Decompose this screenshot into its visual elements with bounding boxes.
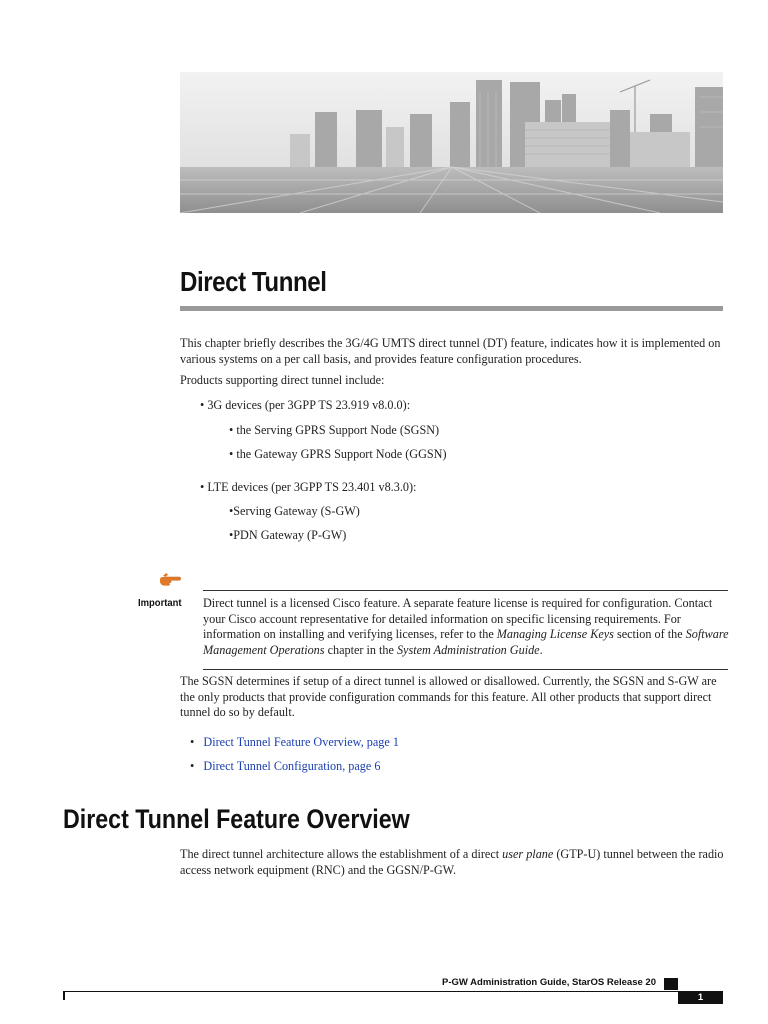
footer-tick <box>63 991 65 1000</box>
footer-rule <box>63 991 678 992</box>
chapter-title: Direct Tunnel <box>180 266 327 297</box>
important-text-part: Direct tunnel is a licensed Cisco feature. A separate feature license is required for configuration. Contact your Cisco account representative for detailed information on specific licensing requirements. For information on installing and verifying licenses, refer to the <box>203 596 713 642</box>
intro-paragraph: This chapter briefly describes the 3G/4G UMTS direct tunnel (DT) feature, indicates how it is implemented on various systems on a per call basis, and provides feature configuration procedures. <box>180 336 721 366</box>
system-admin-guide-reference: System Administration Guide <box>396 642 540 657</box>
footer-guide-title: P-GW Administration Guide, StarOS Release 20 <box>442 977 656 988</box>
footer-marker <box>664 978 678 990</box>
sgsn-note-paragraph: The SGSN determines if setup of a direct tunnel is allowed or disallowed. Currently, the SGSN and S-GW are the only products that provide configuration commands for this feature. All other products that support direct tunnel do so by default. <box>180 674 717 720</box>
important-text-part: . <box>539 642 543 657</box>
list-item-3g-devices: • 3G devices (per 3GPP TS 23.919 v8.0.0): <box>200 398 411 412</box>
important-label: Important <box>138 597 182 609</box>
list-item-ggsn: • the Gateway GPRS Support Node (GGSN) <box>229 447 447 461</box>
pointing-hand-icon <box>160 571 182 587</box>
important-text-part: section of the <box>613 627 686 642</box>
overview-paragraph <box>180 847 725 878</box>
page-number: 1 <box>678 991 723 1004</box>
important-bottom-rule <box>203 669 728 670</box>
toc-item: • Direct Tunnel Configuration, page 6 <box>190 759 381 773</box>
list-item-pgw: •PDN Gateway (P-GW) <box>229 528 347 542</box>
products-intro: Products supporting direct tunnel include: <box>180 373 385 387</box>
toc-link-configuration[interactable]: Direct Tunnel Configuration, page 6 <box>203 759 381 773</box>
title-rule <box>180 306 723 311</box>
overview-text-part: (GTP-U) tunnel between the radio access network equipment (RNC) and the GGSN/P-GW. <box>180 847 724 877</box>
software-management-reference: Software Management Operations <box>203 627 729 657</box>
user-plane-term: user plane <box>502 847 554 861</box>
toc-item: • Direct Tunnel Feature Overview, page 1 <box>190 735 399 749</box>
list-item-lte-devices: • LTE devices (per 3GPP TS 23.401 v8.3.0): <box>200 480 417 494</box>
overview-text-part: The direct tunnel architecture allows the establishment of a direct <box>180 847 503 861</box>
list-item-sgsn: • the Serving GPRS Support Node (SGSN) <box>229 423 440 437</box>
chapter-banner-image <box>180 72 723 213</box>
important-top-rule <box>203 590 728 591</box>
list-item-sgw: •Serving Gateway (S-GW) <box>229 504 360 518</box>
important-text-part: chapter in the <box>324 642 397 657</box>
important-note-text <box>203 596 731 658</box>
section-title: Direct Tunnel Feature Overview <box>63 804 410 834</box>
toc-link-feature-overview[interactable]: Direct Tunnel Feature Overview, page 1 <box>203 735 399 749</box>
license-keys-reference: Managing License Keys <box>496 627 614 642</box>
